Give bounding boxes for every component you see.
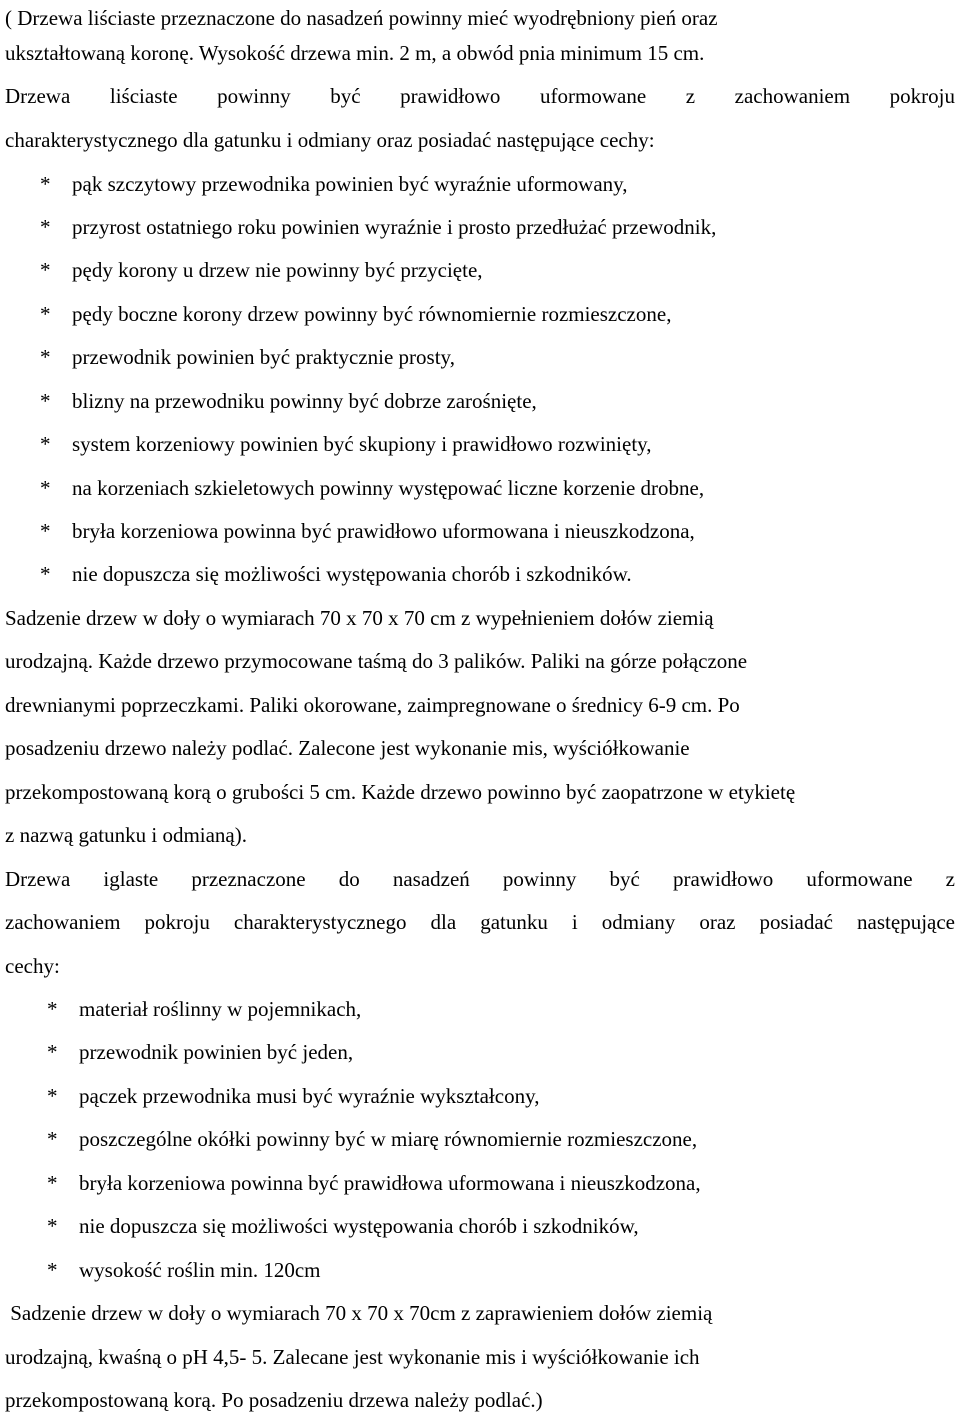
intro-line-2: ukształtowaną koronę. Wysokość drzewa min. 2 m, a obwód pnia minimum 15 cm. [5,41,705,65]
bullet-marker: * [47,1040,58,1064]
list-item-text: przewodnik powinien być praktycznie prosty, [72,345,455,369]
list-item-text: przewodnik powinien być jeden, [79,1040,354,1064]
list-item [47,1118,937,1161]
list-item-text: przyrost ostatniego roku powinien wyraźnie i prosto przedłużać przewodnik, [72,215,717,239]
bullet-marker: * [47,1258,58,1282]
list-item-text: pędy korony u drzew nie powinny być przycięte, [72,258,483,282]
list-item [40,553,940,596]
conifer-line-2: zachowaniem pokroju charakterystycznego dla gatunku i odmiany oraz posiadać następujące [5,910,955,934]
conifer-line-1: Drzewa iglaste przeznaczone do nasadzeń powinny być prawidłowo uformowane z [5,867,955,891]
list-item [40,163,940,206]
list-item-text: na korzeniach szkieletowych powinny występować liczne korzenie drobne, [72,476,705,500]
list-item-text: poszczególne okółki powinny być w miarę równomiernie rozmieszczone, [79,1127,698,1151]
planting-deciduous-line-2: urodzajną. Każde drzewo przymocowane taśmą do 3 palików. Paliki na górze połączone [5,649,748,673]
bullet-marker: * [40,562,51,586]
planting-conifer-line-1: Sadzenie drzew w doły o wymiarach 70 x 70 x 70cm z zaprawieniem dołów ziemią [5,1301,713,1325]
list-item [47,1205,937,1248]
list-item-text: wysokość roślin min. 120cm [79,1258,321,1282]
intro-line-1: ( Drzewa liściaste przeznaczone do nasadzeń powinny mieć wyodrębniony pień oraz [5,6,718,30]
list-item-text: bryła korzeniowa powinna być prawidłowo uformowana i nieuszkodzona, [72,519,695,543]
bullet-marker: * [47,1214,58,1238]
bullet-marker: * [40,519,51,543]
planting-conifer-line-2: urodzajną, kwaśną o pH 4,5- 5. Zalecane jest wykonanie mis i wyściółkowanie ich [5,1345,700,1369]
deciduous-line-2: charakterystycznego dla gatunku i odmiany oraz posiadać następujące cechy: [5,128,655,152]
bullet-marker: * [47,1127,58,1151]
list-item-text: pąk szczytowy przewodnika powinien być wyraźnie uformowany, [72,172,628,196]
bullet-marker: * [40,302,51,326]
list-item [40,510,940,553]
planting-deciduous-line-1: Sadzenie drzew w doły o wymiarach 70 x 70 x 70 cm z wypełnieniem dołów ziemią [5,606,714,630]
bullet-marker: * [47,1171,58,1195]
list-item-text: materiał roślinny w pojemnikach, [79,997,362,1021]
bullet-marker: * [40,389,51,413]
list-item [40,467,940,510]
conifer-line-3: cechy: [5,954,60,978]
list-item-text: nie dopuszcza się możliwości występowania chorób i szkodników, [79,1214,639,1238]
bullet-marker: * [40,258,51,282]
planting-deciduous-line-6: z nazwą gatunku i odmianą). [5,823,247,847]
planting-conifer-line-3: przekompostowaną korą. Po posadzeniu drzewa należy podlać.) [5,1388,543,1412]
bullet-marker: * [40,476,51,500]
bullet-marker: * [40,345,51,369]
list-item [47,1162,937,1205]
list-item [47,1249,937,1292]
bullet-marker: * [47,1084,58,1108]
list-item [40,336,940,379]
planting-deciduous-line-5: przekompostowaną korą o grubości 5 cm. Każde drzewo powinno być zaopatrzone w etykietę [5,780,796,804]
list-item-text: bryła korzeniowa powinna być prawidłowa uformowana i nieuszkodzona, [79,1171,701,1195]
list-item [40,249,940,292]
list-item-text: system korzeniowy powinien być skupiony i prawidłowo rozwinięty, [72,432,652,456]
bullet-marker: * [47,997,58,1021]
bullet-marker: * [40,172,51,196]
list-item-text: pędy boczne korony drzew powinny być równomiernie rozmieszczone, [72,302,672,326]
list-item [40,423,940,466]
list-item-text: nie dopuszcza się możliwości występowania chorób i szkodników. [72,562,632,586]
list-item [47,988,937,1031]
list-item [47,1075,937,1118]
planting-deciduous-line-4: posadzeniu drzewo należy podlać. Zalecone jest wykonanie mis, wyściółkowanie [5,736,690,760]
list-item [40,206,940,249]
list-item [47,1031,937,1074]
list-item [40,380,940,423]
list-item-text: pączek przewodnika musi być wyraźnie wykształcony, [79,1084,540,1108]
list-item-text: blizny na przewodniku powinny być dobrze zarośnięte, [72,389,537,413]
bullet-marker: * [40,432,51,456]
list-item [40,293,940,336]
planting-deciduous-line-3: drewnianymi poprzeczkami. Paliki okorowane, zaimpregnowane o średnicy 6-9 cm. Po [5,693,740,717]
deciduous-line-1: Drzewa liściaste powinny być prawidłowo uformowane z zachowaniem pokroju [5,84,955,108]
bullet-marker: * [40,215,51,239]
